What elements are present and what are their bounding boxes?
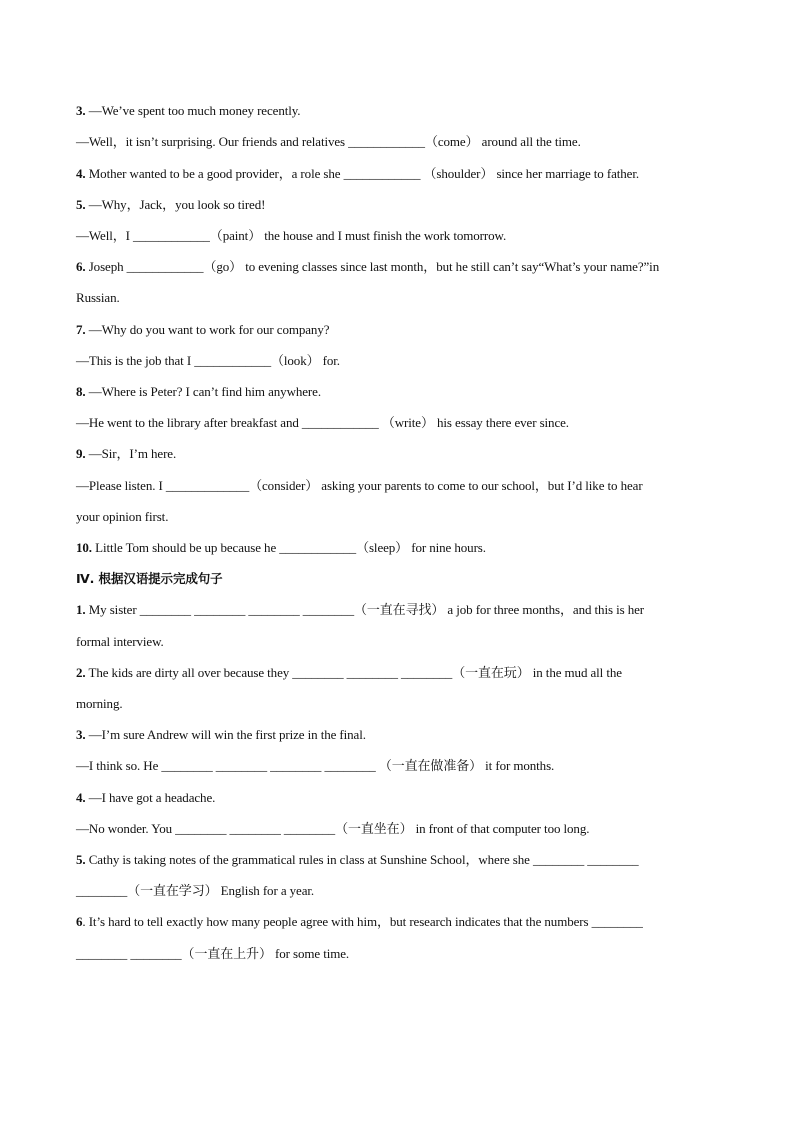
translation-item-2: 2. The kids are dirty all over because they ________ ________ ________（一直在玩） in the mud all the — [76, 665, 622, 680]
translation-item-5: 5. Cathy is taking notes of the grammatical rules in class at Sunshine School，where she ________ ________ — [76, 852, 639, 867]
exercise-item-7-answer: —This is the job that I ____________（look） for. — [76, 353, 340, 368]
exercise-item-6: 6. Joseph ____________（go） to evening classes since last month，but he still can’t say“What’s your name?”in — [76, 259, 660, 274]
exercise-item-3: 3. —We’ve spent too much money recently. — [76, 103, 301, 118]
translation-item-4: 4. —I have got a headache. — [76, 790, 216, 805]
exercise-item-9-cont: your opinion first. — [76, 509, 169, 524]
exercise-item-8-answer: —He went to the library after breakfast and ____________ （write） his essay there ever since. — [76, 415, 569, 430]
translation-item-3-answer: —I think so. He ________ ________ ________ ________ （一直在做准备） it for months. — [76, 758, 555, 773]
exercise-item-6-cont: Russian. — [76, 290, 120, 305]
exercise-item-5-answer: —Well，I ____________（paint） the house and I must finish the work tomorrow. — [76, 228, 507, 243]
translation-item-3: 3. —I’m sure Andrew will win the first prize in the final. — [76, 727, 366, 742]
translation-item-5-cont: ________（一直在学习） English for a year. — [76, 883, 315, 898]
exercise-item-8: 8. —Where is Peter? I can’t find him anywhere. — [76, 384, 321, 399]
exercise-item-10: 10. Little Tom should be up because he ____________（sleep） for nine hours. — [76, 540, 486, 555]
exercise-item-9: 9. —Sir，I’m here. — [76, 446, 177, 461]
exercise-item-7: 7. —Why do you want to work for our company? — [76, 322, 330, 337]
exercise-item-4: 4. Mother wanted to be a good provider，a role she ____________ （shoulder） since her marriage to father. — [76, 166, 640, 181]
exercise-item-9-answer: —Please listen. I _____________（consider） asking your parents to come to our school，but I’d like to hear — [76, 478, 643, 493]
exercise-item-5: 5. —Why，Jack，you look so tired! — [76, 197, 266, 212]
translation-item-1-cont: formal interview. — [76, 634, 164, 649]
section-heading: Ⅳ. 根据汉语提示完成句子 — [76, 571, 223, 586]
translation-item-1: 1. My sister ________ ________ ________ ________（一直在寻找） a job for three months，and this is her — [76, 602, 644, 617]
translation-item-6-cont: ________ ________（一直在上升） for some time. — [76, 946, 350, 961]
translation-item-2-cont: morning. — [76, 696, 123, 711]
translation-item-6: 6. It’s hard to tell exactly how many people agree with him，but research indicates that the numbers ________ — [76, 914, 643, 929]
translation-item-4-answer: —No wonder. You ________ ________ ________（一直坐在） in front of that computer too long. — [76, 821, 590, 836]
exercise-item-3-answer: —Well，it isn’t surprising. Our friends and relatives ____________（come） around all the time. — [76, 134, 581, 149]
